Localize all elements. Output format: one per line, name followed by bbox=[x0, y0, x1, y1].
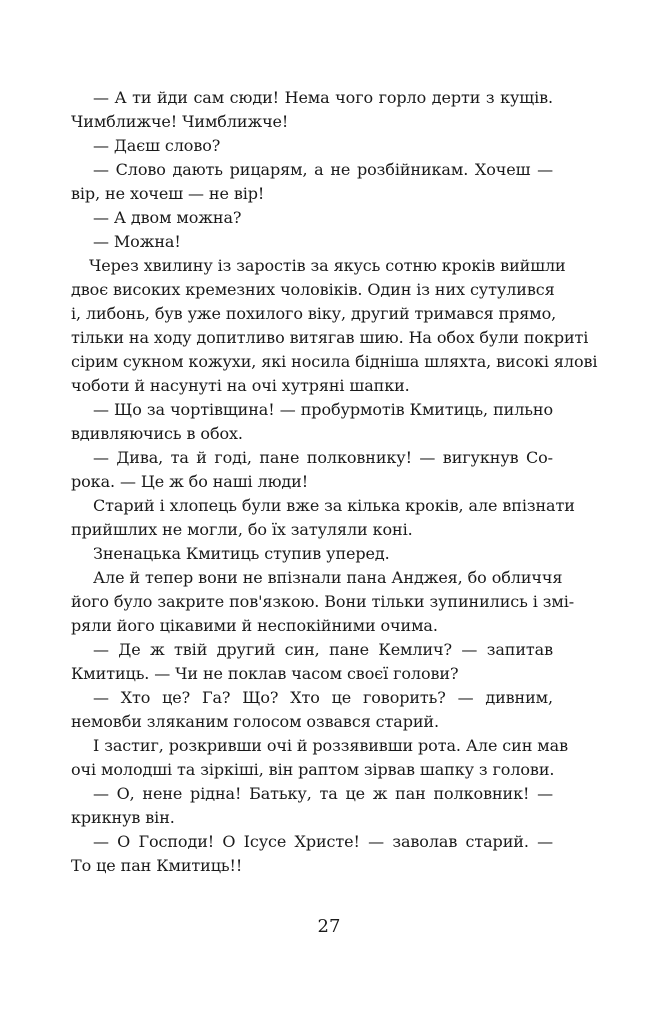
text-line: прийшлих не могли, бо їх затуляли коні. bbox=[71, 520, 413, 539]
text-line: і, либонь, був уже похилого віку, другий тримався прямо, bbox=[71, 304, 557, 323]
text-line: — Дива, та й годі, пане полковнику! — вигукнув Со- bbox=[93, 448, 553, 467]
text-line: Старий і хлопець були вже за кілька кроків, але впізнати bbox=[93, 496, 575, 515]
text-line: сірим сукном кожухи, які носила бідніша шляхта, високі ялові bbox=[71, 352, 598, 371]
text-line: Кмитиць. — Чи не поклав часом своєї голови? bbox=[71, 664, 459, 683]
text-line: ряли його цікавими й неспокійними очима. bbox=[71, 616, 438, 635]
text-line: І застиг, розкривши очі й роззявивши рота. Але син мав bbox=[93, 736, 568, 755]
text-line: — Що за чортівщина! — пробурмотів Кмитиць, пильно bbox=[93, 400, 553, 419]
text-line: вір, не хочеш — не вір! bbox=[71, 184, 265, 203]
text-line: — А ти йди сам сюди! Нема чого горло дерти з кущів. bbox=[93, 88, 553, 107]
text-line: Але й тепер вони не впізнали пана Анджея, бо обличчя bbox=[93, 568, 563, 587]
text-line: — Хто це? Га? Що? Хто це говорить? — дивним, bbox=[93, 688, 553, 707]
text-line: його було закрите пов'язкою. Вони тільки зупинились і змі- bbox=[71, 592, 575, 611]
text-line: То це пан Кмитиць!! bbox=[71, 856, 243, 875]
text-line: — А двом можна? bbox=[93, 208, 242, 227]
text-line: Зненацька Кмитиць ступив уперед. bbox=[93, 544, 390, 563]
text-line: — О Господи! О Ісусе Христе! — заволав старий. — bbox=[93, 832, 553, 851]
text-line: тільки на ходу допитливо витягав шию. На обох були покриті bbox=[71, 328, 589, 347]
text-line: крикнув він. bbox=[71, 808, 175, 827]
text-line: — Даєш слово? bbox=[93, 136, 221, 155]
text-line: — Слово дають рицарям, а не розбійникам. Хочеш — bbox=[93, 160, 553, 179]
text-line: Через хвилину із заростів за якусь сотню кроків вийшли bbox=[89, 256, 566, 275]
text-line: немовби зляканим голосом озвався старий. bbox=[71, 712, 439, 731]
text-line: — О, нене рідна! Батьку, та це ж пан полковник! — bbox=[93, 784, 553, 803]
text-line: — Можна! bbox=[93, 232, 181, 251]
text-line: очі молодші та зіркіші, він раптом зірвав шапку з голови. bbox=[71, 760, 555, 779]
text-line: вдивляючись в обох. bbox=[71, 424, 243, 443]
text-line: Чимближче! Чимближче! bbox=[71, 112, 289, 131]
text-line: двоє високих кремезних чоловіків. Один із них сутулився bbox=[71, 280, 555, 299]
page-number: 27 bbox=[317, 916, 341, 937]
text-line: — Де ж твій другий син, пане Кемлич? — запитав bbox=[93, 640, 553, 659]
text-line: чоботи й насунуті на очі хутряні шапки. bbox=[71, 376, 410, 395]
text-line: рока. — Це ж бо наші люди! bbox=[71, 472, 309, 491]
